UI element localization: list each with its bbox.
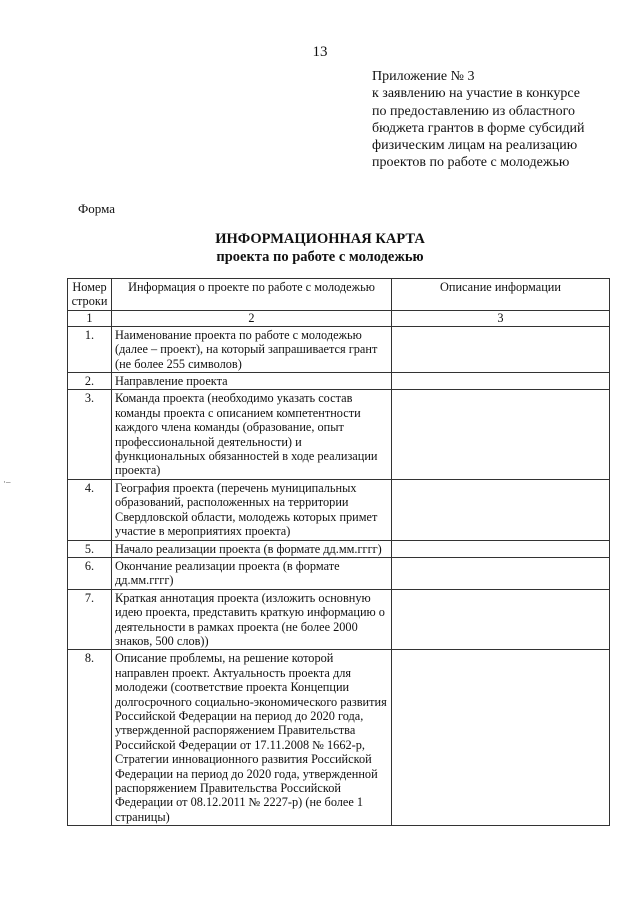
row-description-field[interactable]: [392, 650, 610, 826]
header-row-number: Номер строки: [68, 279, 112, 311]
form-label: Форма: [78, 201, 115, 216]
row-info: Начало реализации проекта (в формате дд.мм.гггг): [112, 540, 392, 557]
row-info: Описание проблемы, на решение которой направлен проект. Актуальность проекта для молодежи (соответствие проекта Концепции долгосрочного социально-экономического развития Российской Федерации на период до 2020 года, утвержденной распоряжением Правительства Российской Федерации от 17.11.2008 № 1662-р, Стратегии инновационного развития Российской Федерации на период до 2020 года, утвержденной распоряжением Правительства Российской Федерации от 08.12.2011 № 2227-р) (не более 1 страницы): [112, 650, 392, 826]
appendix-line: Приложение № 3: [372, 69, 475, 84]
appendix-line: по предоставлению из областного: [372, 103, 575, 119]
appendix-line: проектов по работе с молодежью: [372, 155, 570, 171]
header-project-info: Информация о проекте по работе с молодежью: [112, 279, 392, 311]
row-description-field[interactable]: [392, 589, 610, 650]
row-info: География проекта (перечень муниципальных образований, расположенных на территории Свердловской области, молодежь которых примет участие в мероприятиях проекта): [112, 479, 392, 540]
page-number: 13: [312, 44, 328, 60]
row-info: Краткая аннотация проекта (изложить основную идею проекта, представить краткую информацию о деятельности в рамках проекта (не более 2000 знаков, 500 слов)): [112, 589, 392, 650]
info-card-table: [67, 278, 610, 826]
row-info: Команда проекта (необходимо указать состав команды проекта с описанием компетентности каждого члена команды (образование, опыт профессиональной деятельности) и функциональных обязанностей в ходе реализации проекта): [112, 390, 392, 479]
header-description: Описание информации: [392, 279, 610, 311]
table-row: [68, 589, 610, 650]
row-number: 1.: [68, 326, 112, 372]
table-row: [68, 650, 610, 826]
document-subtitle: проекта по работе с молодежью: [216, 249, 424, 265]
appendix-note: [372, 68, 612, 172]
appendix-line: физическим лицам на реализацию: [372, 138, 578, 154]
row-description-field[interactable]: [392, 390, 610, 479]
index-cell: 1: [68, 310, 112, 326]
row-number: 3.: [68, 390, 112, 479]
row-description-field[interactable]: [392, 373, 610, 390]
appendix-line: бюджета грантов в форме субсидий: [372, 120, 585, 136]
row-number: 7.: [68, 589, 112, 650]
row-description-field[interactable]: [392, 326, 610, 372]
table-row: [68, 540, 610, 557]
table-row: [68, 390, 610, 479]
row-number: 5.: [68, 540, 112, 557]
row-number: 2.: [68, 373, 112, 390]
row-info: Направление проекта: [112, 373, 392, 390]
table-row: [68, 373, 610, 390]
row-number: 6.: [68, 557, 112, 589]
table-index-row: [68, 310, 610, 326]
row-description-field[interactable]: [392, 540, 610, 557]
table-row: [68, 479, 610, 540]
row-info: Наименование проекта по работе с молодежью (далее – проект), на который запрашивается грант (не более 255 символов): [112, 326, 392, 372]
row-description-field[interactable]: [392, 557, 610, 589]
table-header-row: [68, 279, 610, 311]
row-number: 4.: [68, 479, 112, 540]
document-title: ИНФОРМАЦИОННАЯ КАРТА: [215, 231, 425, 247]
appendix-line: к заявлению на участие в конкурсе: [372, 86, 580, 102]
table-row: [68, 326, 610, 372]
row-number: 8.: [68, 650, 112, 826]
row-description-field[interactable]: [392, 479, 610, 540]
table-row: [68, 557, 610, 589]
document-title-block: [0, 230, 640, 266]
row-info: Окончание реализации проекта (в формате дд.мм.гггг): [112, 557, 392, 589]
index-cell: 2: [112, 310, 392, 326]
margin-mark: ·–: [3, 477, 11, 487]
index-cell: 3: [392, 310, 610, 326]
